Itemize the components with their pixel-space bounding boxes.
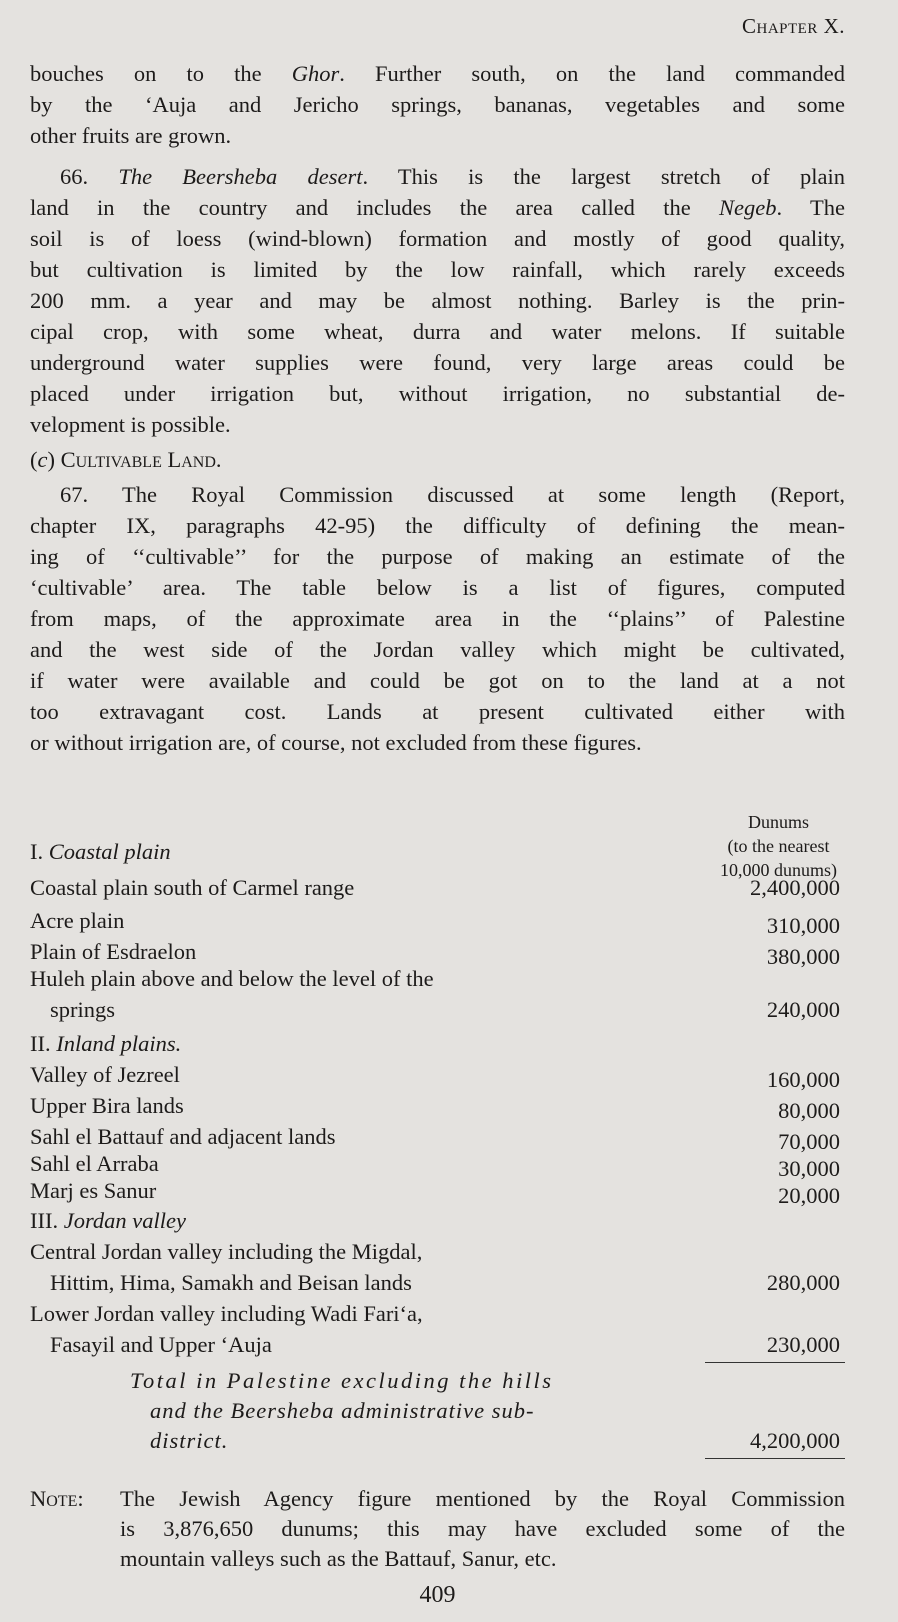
table-row: [30, 1267, 845, 1298]
text-segment: other fruits are grown.: [30, 123, 232, 148]
table-row: [30, 1329, 845, 1360]
row-value: 2,400,000: [750, 875, 840, 900]
unit-header-line: 10,000 dunums): [720, 860, 837, 880]
text-segment: if water were available and could be got on to the land at a not: [30, 668, 845, 693]
table-row: [30, 1236, 845, 1267]
text-segment: 66.: [60, 164, 119, 189]
row-value: 70,000: [778, 1129, 840, 1154]
text-line: [30, 510, 845, 541]
text-line: [30, 603, 845, 634]
text-line: [30, 541, 845, 572]
row-label: Sahl el Battauf and adjacent lands: [30, 1124, 336, 1149]
row-label: Valley of Jezreel: [30, 1062, 180, 1087]
text-line: [30, 89, 845, 120]
text-segment: ): [47, 447, 61, 472]
unit-header-line: Dunums: [747, 812, 809, 832]
section-number: II.: [30, 1031, 57, 1056]
page-number: 409: [419, 1582, 456, 1608]
text-segment: . The: [776, 195, 845, 220]
section-number: III.: [30, 1208, 64, 1233]
text-line: [30, 192, 845, 223]
text-line: [30, 316, 845, 347]
total-label-line: Total in Palestine excluding the hills: [130, 1368, 554, 1393]
table-row: [30, 1298, 845, 1329]
body-text: [30, 58, 845, 758]
text-segment: or without irrigation are, of course, not excluded from these figures.: [30, 730, 642, 755]
text-segment: by the ‘Auja and Jericho springs, bananas, vegetables and some: [30, 92, 845, 117]
row-label: Upper Bira lands: [30, 1093, 184, 1118]
row-label: Lower Jordan valley including Wadi Fari‘a,: [30, 1301, 423, 1326]
note-line: is 3,876,650 dunums; this may have excluded some of the: [120, 1516, 845, 1541]
text-segment: ‘cultivable’ area. The table below is a list of figures, computed: [30, 575, 845, 600]
text-segment: from maps, of the approximate area in the ‘‘plains’’ of Palestine: [30, 606, 845, 631]
section-heading: [30, 836, 845, 867]
row-label: Hittim, Hima, Samakh and Beisan lands: [50, 1270, 412, 1295]
section-heading: [30, 1028, 845, 1059]
row-label: [30, 836, 171, 867]
row-value: 80,000: [778, 1098, 840, 1123]
text-segment: (: [30, 447, 38, 472]
text-segment: chapter IX, paragraphs 42-95) the difficulty of defining the mean-: [30, 513, 845, 538]
text-line: [30, 479, 845, 510]
row-label: Sahl el Arraba: [30, 1151, 159, 1176]
row-value: 230,000: [766, 1332, 840, 1357]
total-label-line: district.: [150, 1428, 229, 1453]
table-row: [30, 936, 845, 969]
table-row: [30, 1121, 845, 1154]
total-value: 4,200,000: [750, 1428, 840, 1453]
table-row: [30, 1148, 845, 1181]
table-row: [30, 1059, 845, 1090]
text-line: [30, 254, 845, 285]
text-segment: and the west side of the Jordan valley which might be cultivated,: [30, 637, 845, 662]
text-line: [30, 378, 845, 409]
chapter-header: Chapter X.: [741, 14, 845, 38]
text-line: [30, 665, 845, 696]
text-segment: too extravagant cost. Lands at present cultivated either with: [30, 699, 845, 724]
row-value: 240,000: [766, 997, 840, 1022]
section-title: Jordan valley: [63, 1208, 186, 1233]
table-row: [30, 1090, 845, 1121]
text-line: [30, 285, 845, 316]
text-segment: placed under irrigation but, without irrigation, no substantial de-: [30, 381, 845, 406]
rule-line: [705, 1362, 845, 1363]
row-label: Fasayil and Upper ‘Auja: [50, 1332, 272, 1357]
text-line: [30, 120, 845, 151]
section-heading: [30, 1205, 845, 1236]
italic-text: Negeb: [719, 195, 777, 220]
note-line: The Jewish Agency figure mentioned by the Royal Commission: [120, 1486, 845, 1511]
table-row: [30, 963, 845, 994]
text-line: [30, 58, 845, 89]
text-segment: soil is of loess (wind-blown) formation and mostly of good quality,: [30, 226, 845, 251]
italic-text: The Beersheba desert: [118, 164, 363, 189]
text-line: [30, 409, 845, 440]
text-line: [30, 444, 845, 475]
text-line: [30, 347, 845, 378]
text-segment: land in the country and includes the area called the: [30, 195, 720, 220]
note: [30, 1484, 845, 1574]
note-label: Note:: [30, 1486, 84, 1511]
row-label: Central Jordan valley including the Migdal,: [30, 1239, 423, 1264]
section-title: Coastal plain: [48, 839, 171, 864]
text-segment: ing of ‘‘cultivable’’ for the purpose of making an estimate of the: [30, 544, 845, 569]
row-label: [30, 1205, 186, 1236]
text-segment: 200 mm. a year and may be almost nothing. Barley is the prin-: [30, 288, 845, 313]
table-row: [30, 994, 845, 1025]
row-value: 20,000: [778, 1183, 840, 1208]
row-label: Huleh plain above and below the level of the: [30, 966, 434, 991]
text-segment: underground water supplies were found, very large areas could be: [30, 350, 845, 375]
total-label-line: and the Beersheba administrative sub-: [150, 1398, 535, 1423]
section-number: I.: [30, 839, 49, 864]
table-row: [30, 872, 845, 903]
row-label: Acre plain: [30, 908, 125, 933]
italic-text: c: [37, 447, 48, 472]
text-line: [30, 161, 845, 192]
row-label: Marj es Sanur: [30, 1178, 157, 1203]
text-segment: bouches on to the: [30, 61, 292, 86]
row-label: springs: [50, 997, 116, 1022]
rule-line: [705, 1458, 845, 1459]
row-label: Plain of Esdraelon: [30, 939, 197, 964]
table-row: [30, 905, 845, 936]
row-label: Coastal plain south of Carmel range: [30, 875, 355, 900]
table-row: [30, 1175, 845, 1208]
unit-header-line: (to the nearest: [727, 836, 830, 856]
row-value: 30,000: [778, 1156, 840, 1181]
italic-text: Ghor: [291, 61, 340, 86]
text-segment: but cultivation is limited by the low rainfall, which rarely exceeds: [30, 257, 845, 282]
note-line: mountain valleys such as the Battauf, Sanur, etc.: [120, 1546, 557, 1571]
row-value: 280,000: [766, 1270, 840, 1295]
text-line: [30, 696, 845, 727]
row-value: 380,000: [766, 944, 840, 969]
text-line: [30, 223, 845, 254]
text-line: [30, 727, 845, 758]
text-line: [30, 634, 845, 665]
row-value: 310,000: [766, 913, 840, 938]
section-title: Inland plains.: [56, 1031, 182, 1056]
text-segment: . Further south, on the land commanded: [339, 61, 845, 86]
text-line: [30, 572, 845, 603]
text-segment: . This is the largest stretch of plain: [362, 164, 845, 189]
text-segment: 67. The Royal Commission discussed at some length (Report,: [60, 482, 845, 507]
text-segment: cipal crop, with some wheat, durra and water melons. If suitable: [30, 319, 845, 344]
row-label: [30, 1028, 181, 1059]
row-value: 160,000: [766, 1067, 840, 1092]
text-segment: velopment is possible.: [30, 412, 231, 437]
total-block: [30, 1360, 845, 1460]
text-segment: Cultivable Land.: [60, 447, 222, 472]
